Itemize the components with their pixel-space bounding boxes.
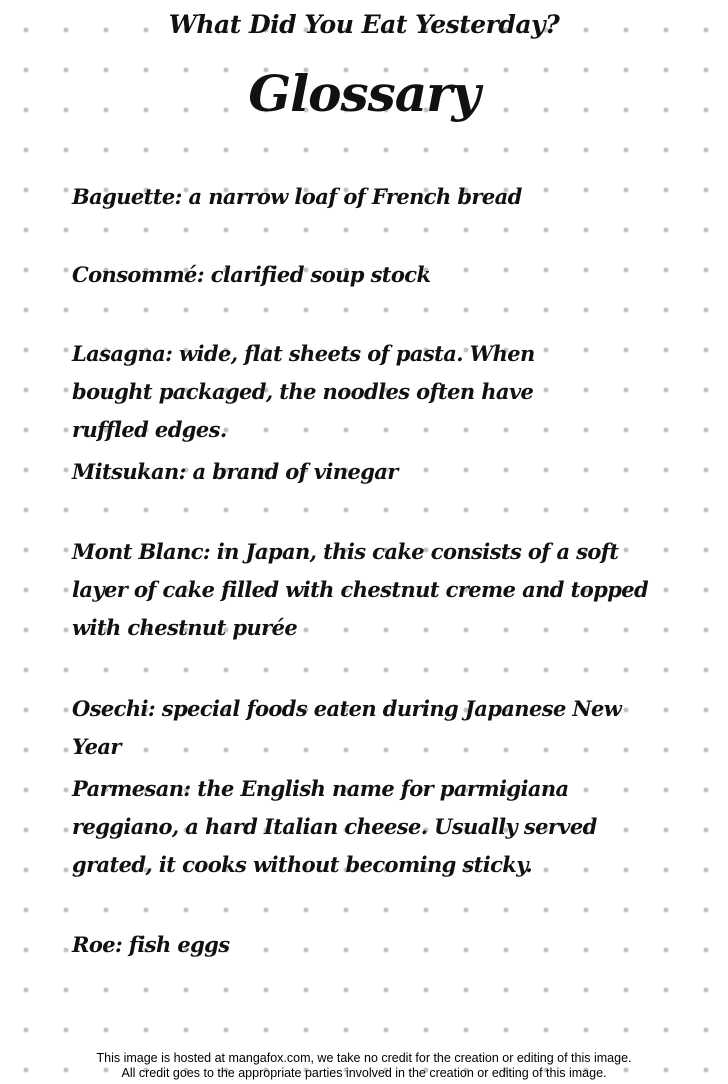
glossary-term: Lasagna : xyxy=(72,341,172,366)
glossary-definition: clarified soup stock xyxy=(210,262,431,287)
glossary-term: Baguette : xyxy=(72,184,182,209)
glossary-term: Osechi : xyxy=(72,696,155,721)
glossary-entry xyxy=(72,453,672,491)
glossary-entry xyxy=(72,335,592,449)
glossary-term: Mitsukan : xyxy=(72,459,186,484)
series-title: What Did You Eat Yesterday? xyxy=(168,10,560,39)
glossary-entry xyxy=(72,690,672,766)
glossary-definition: wide, flat sheets of pasta. When bought packaged, the noodles often have ruffled edges. xyxy=(72,341,535,442)
glossary-definition: special foods eaten during Japanese New Year xyxy=(72,696,622,759)
page-title: Glossary xyxy=(248,64,480,123)
glossary-definition: the English name for parmigiana reggiano, a hard Italian cheese. Usually served grated, it cooks without becoming sticky. xyxy=(72,776,597,877)
glossary-term: Consommé : xyxy=(72,262,204,287)
glossary-term: Mont Blanc : xyxy=(72,539,210,564)
glossary-definition: a brand of vinegar xyxy=(192,459,398,484)
glossary-entry xyxy=(72,178,672,216)
glossary-term: Roe : xyxy=(72,932,122,957)
hosting-credit xyxy=(0,1051,728,1081)
glossary-term: Parmesan : xyxy=(72,776,191,801)
glossary-entry xyxy=(72,926,672,964)
glossary-definition: fish eggs xyxy=(128,932,230,957)
credit-line: This image is hosted at mangafox.com, we take no credit for the creation or editing of this image. xyxy=(96,1051,632,1065)
glossary-definition: a narrow loaf of French bread xyxy=(188,184,522,209)
glossary-definition: in Japan, this cake consists of a soft layer of cake filled with chestnut creme and topped with chestnut purée xyxy=(72,539,649,640)
glossary-entry xyxy=(72,770,632,884)
glossary-entry xyxy=(72,256,672,294)
credit-line: All credit goes to the appropriate parties involved in the creation or editing of this image. xyxy=(121,1066,607,1080)
glossary-entry xyxy=(72,533,662,647)
